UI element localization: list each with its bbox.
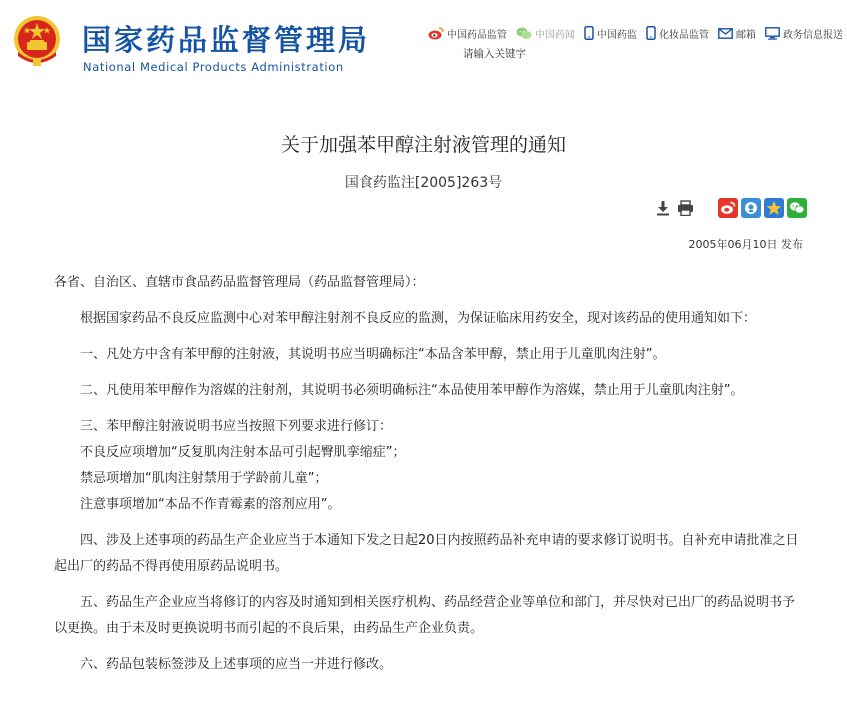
nav-item-label: 政务信息报送	[783, 29, 843, 41]
download-icon	[655, 200, 671, 216]
wechat-icon	[516, 27, 532, 40]
site-logo-chinese[interactable]: 国家药品监督管理局	[82, 23, 371, 57]
wechat-share-icon	[789, 201, 805, 215]
nav-item-weibo[interactable]	[428, 26, 507, 41]
nav-item-label: 中国药品监管	[447, 29, 507, 41]
paragraph-item-2: 二、凡使用苯甲醇作为溶媒的注射剂，其说明书必须明确标注“本品使用苯甲醇作为溶媒，禁止用于儿童肌肉注射”。	[80, 383, 744, 398]
article-title: 关于加强苯甲醇注射液管理的通知	[280, 134, 566, 156]
download-button[interactable]	[653, 198, 673, 218]
document-number: 国食药监注[2005]263号	[344, 175, 503, 191]
top-navigation	[428, 24, 847, 42]
share-weibo-button[interactable]	[718, 198, 738, 218]
qzone-share-icon	[766, 200, 782, 216]
mobile-icon	[646, 26, 656, 40]
nav-item-mobile-app[interactable]	[584, 26, 637, 41]
search-input[interactable]: 请输入关键字	[463, 48, 526, 60]
nav-item-label: 中国药闻	[535, 29, 575, 41]
paragraph-item-6: 六、药品包装标签涉及上述事项的应当一并进行修改。	[80, 657, 393, 672]
weibo-icon	[428, 27, 444, 40]
weibo-share-icon	[720, 201, 736, 215]
print-icon	[677, 200, 694, 216]
item-3-sub-a: 不良反应项增加“反复肌肉注射本品可引起臀肌挛缩症”；	[80, 445, 406, 460]
article-toolbar	[653, 198, 807, 218]
site-logo-english[interactable]: National Medical Products Administration	[83, 60, 344, 74]
nav-item-label: 中国药监	[597, 29, 637, 41]
item-3-sub-b: 禁忌项增加“肌肉注射禁用于学龄前儿童”；	[80, 471, 328, 486]
share-qzone-button[interactable]	[764, 198, 784, 218]
mobile-icon	[584, 26, 594, 40]
share-wechat-button[interactable]	[787, 198, 807, 218]
nav-item-label: 化妆品监管	[659, 29, 709, 41]
article-body	[54, 270, 806, 688]
print-button[interactable]	[675, 198, 695, 218]
share-qq-button[interactable]	[741, 198, 761, 218]
nav-item-label: 邮箱	[736, 29, 756, 41]
paragraph-item-5: 五、药品生产企业应当将修订的内容及时通知到相关医疗机构、药品经营企业等单位和部门，并尽快对已出厂的药品说明书予以更换。由于未及时更换说明书而引起的不良后果，由药品生产企业负责。	[54, 595, 796, 636]
monitor-icon	[765, 27, 780, 40]
national-emblem-logo[interactable]	[12, 14, 62, 68]
paragraph-item-4: 四、涉及上述事项的药品生产企业应当于本通知下发之日起20日内按照药品补充申请的要求修订说明书。自补充申请批准之日起出厂的药品不得再使用原药品说明书。	[54, 533, 799, 574]
item-3-sub-c: 注意事项增加“本品不作青霉素的溶剂应用”。	[80, 497, 341, 512]
salutation: 各省、自治区、直辖市食品药品监督管理局（药品监督管理局）：	[54, 275, 425, 290]
paragraph-item-3: 三、苯甲醇注射液说明书应当按照下列要求进行修订：	[80, 419, 393, 434]
nav-item-mailbox[interactable]	[718, 26, 756, 41]
qq-share-icon	[743, 200, 759, 216]
nav-item-gov-info[interactable]	[765, 26, 843, 41]
nav-item-cosmetics-app[interactable]	[646, 26, 709, 41]
paragraph-intro: 根据国家药品不良反应监测中心对苯甲醇注射剂不良反应的监测，为保证临床用药安全，现对该药品的使用通知如下：	[80, 311, 757, 326]
mail-icon	[718, 28, 733, 39]
paragraph-item-1: 一、凡处方中含有苯甲醇的注射液，其说明书应当明确标注“本品含苯甲醇，禁止用于儿童肌肉注射”。	[80, 347, 666, 362]
publish-date: 2005年06月10日 发布	[688, 238, 803, 251]
nav-item-wechat[interactable]	[516, 26, 575, 41]
